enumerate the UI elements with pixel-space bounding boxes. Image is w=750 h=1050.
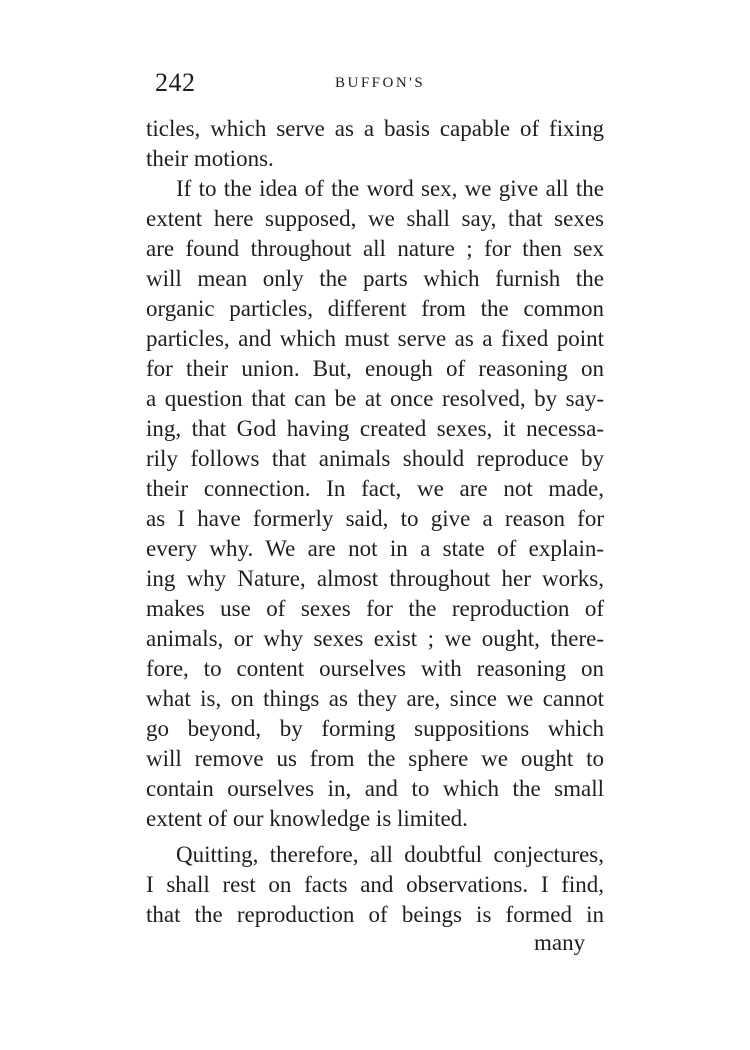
catchword: many [534, 930, 586, 955]
text-line: their motions. [146, 146, 274, 171]
text-line: animals, or why sexes exist ; we ought, there- [146, 626, 604, 651]
text-line: ing, that God having created sexes, it necessa- [146, 416, 604, 441]
text-line: as I have formerly said, to give a reason for [146, 506, 604, 531]
text-line: are found throughout all nature ; for then sex [146, 236, 604, 261]
text-line: If to the idea of the word sex, we give all the [176, 176, 604, 201]
running-head: BUFFON'S [335, 75, 426, 91]
text-line: every why. We are not in a state of explain- [146, 536, 604, 561]
text-line: what is, on things as they are, since we cannot [146, 686, 604, 711]
text-line: will mean only the parts which furnish the [146, 266, 604, 291]
text-line: a question that can be at once resolved, by say- [146, 386, 604, 411]
text-line: will remove us from the sphere we ought to [146, 746, 604, 771]
text-line: makes use of sexes for the reproduction of [146, 596, 604, 621]
page-header [150, 68, 602, 104]
text-line: ing why Nature, almost throughout her works, [146, 566, 604, 591]
text-line: that the reproduction of beings is formed in [146, 902, 604, 927]
text-line: organic particles, different from the common [146, 296, 604, 321]
text-line: for their union. But, enough of reasoning on [146, 356, 604, 381]
text-line: their connection. In fact, we are not made, [146, 476, 604, 501]
text-line: extent of our knowledge is limited. [146, 806, 468, 831]
text-line: contain ourselves in, and to which the small [146, 776, 604, 801]
text-line: rily follows that animals should reproduce by [146, 446, 604, 471]
page-number: 242 [155, 68, 196, 97]
text-line: go beyond, by forming suppositions which [146, 716, 604, 741]
text-line: particles, and which must serve as a fixed point [146, 326, 604, 351]
text-line: I shall rest on facts and observations. I find, [146, 872, 604, 897]
text-line: fore, to content ourselves with reasoning on [146, 656, 604, 681]
text-line: extent here supposed, we shall say, that sexes [146, 206, 604, 231]
text-line: ticles, which serve as a basis capable of fixing [146, 116, 604, 141]
text-line: Quitting, therefore, all doubtful conjectures, [176, 842, 604, 867]
